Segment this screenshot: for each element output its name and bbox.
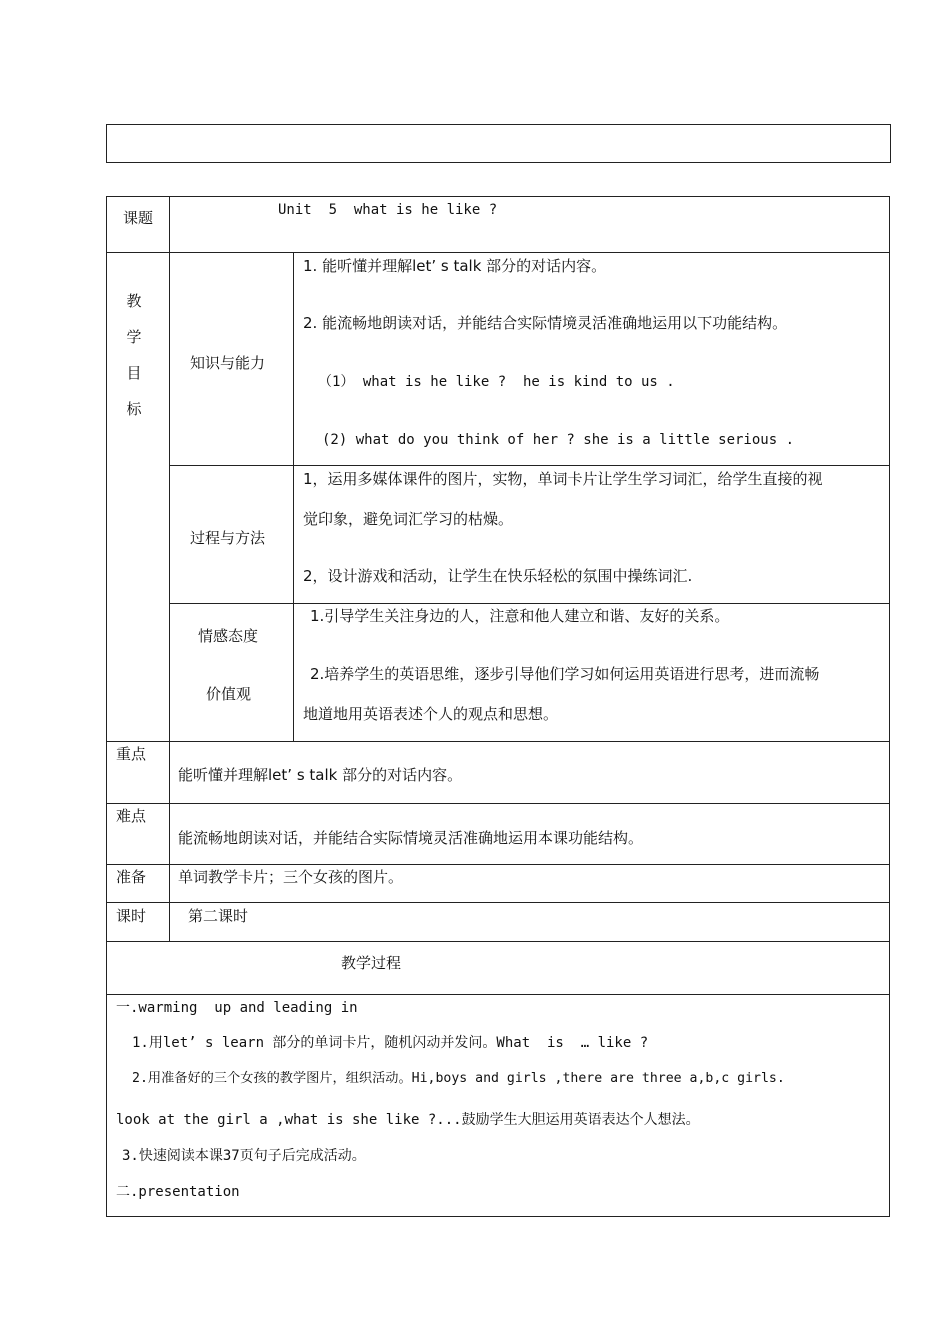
emotion-label: 情感态度	[198, 627, 259, 645]
topic-label: 课题	[123, 209, 154, 227]
period-value: 第二课时	[188, 907, 249, 925]
topic-value: Unit 5 what is he like ?	[278, 202, 498, 218]
step-line: 2.用准备好的三个女孩的教学图片，组织活动。Hi,boys and girls ,there are three a,b,c girls.	[132, 1071, 785, 1086]
step-line: 1.用let’ s learn 部分的单词卡片，随机闪动并发问。What is … like ?	[132, 1035, 649, 1051]
knowledge-line: (2) what do you think of her ? she is a little serious .	[322, 432, 795, 448]
knowledge-label: 知识与能力	[190, 354, 266, 372]
step-line: 二.presentation	[116, 1184, 240, 1200]
objectives-label	[126, 283, 142, 427]
difficulty-value: 能流畅地朗读对话，并能结合实际情境灵活准确地运用本课功能结构。	[178, 829, 644, 847]
objectives-char: 教	[126, 292, 142, 310]
period-label: 课时	[116, 907, 147, 925]
process-label: 过程与方法	[190, 529, 266, 547]
column-divider	[293, 252, 294, 741]
row-divider	[106, 902, 890, 903]
step-line: look at the girl a ,what is she like ?...鼓励学生大胆运用英语表达个人想法。	[116, 1112, 700, 1128]
row-divider	[106, 252, 890, 253]
objectives-char: 目	[126, 364, 142, 382]
knowledge-line: 2. 能流畅地朗读对话，并能结合实际情境灵活准确地运用以下功能结构。	[303, 314, 788, 332]
key-point-label: 重点	[116, 745, 147, 763]
row-divider	[106, 941, 890, 942]
header-box	[106, 124, 891, 163]
objectives-char: 学	[126, 328, 142, 346]
row-divider	[106, 994, 890, 995]
emotion-line: 2.培养学生的英语思维，逐步引导他们学习如何运用英语进行思考，进而流畅	[310, 665, 820, 683]
preparation-value: 单词教学卡片；三个女孩的图片。	[178, 868, 404, 886]
emotion-line: 地道地用英语表述个人的观点和思想。	[303, 705, 559, 723]
row-divider	[169, 465, 890, 466]
knowledge-line: 1. 能听懂并理解let’ s talk 部分的对话内容。	[303, 257, 607, 275]
preparation-label: 准备	[116, 868, 147, 886]
objectives-char: 标	[126, 400, 142, 418]
step-line: 3.快速阅读本课37页句子后完成活动。	[122, 1148, 366, 1164]
row-divider	[106, 803, 890, 804]
column-divider	[169, 196, 170, 941]
row-divider	[106, 741, 890, 742]
knowledge-line: （1） what is he like ? he is kind to us .	[318, 374, 675, 390]
process-line: 2，设计游戏和活动，让学生在快乐轻松的氛围中操练词汇.	[303, 567, 693, 585]
process-title: 教学过程	[341, 954, 402, 972]
process-line: 觉印象，避免词汇学习的枯燥。	[303, 510, 514, 528]
row-divider	[106, 864, 890, 865]
difficulty-label: 难点	[116, 807, 147, 825]
step-line: 一.warming up and leading in	[116, 1000, 358, 1016]
process-line: 1，运用多媒体课件的图片，实物，单词卡片让学生学习词汇，给学生直接的视	[303, 470, 823, 488]
key-point-value: 能听懂并理解let’ s talk 部分的对话内容。	[178, 766, 463, 784]
row-divider	[169, 603, 890, 604]
values-label: 价值观	[206, 685, 252, 703]
emotion-line: 1.引导学生关注身边的人，注意和他人建立和谐、友好的关系。	[310, 607, 730, 625]
